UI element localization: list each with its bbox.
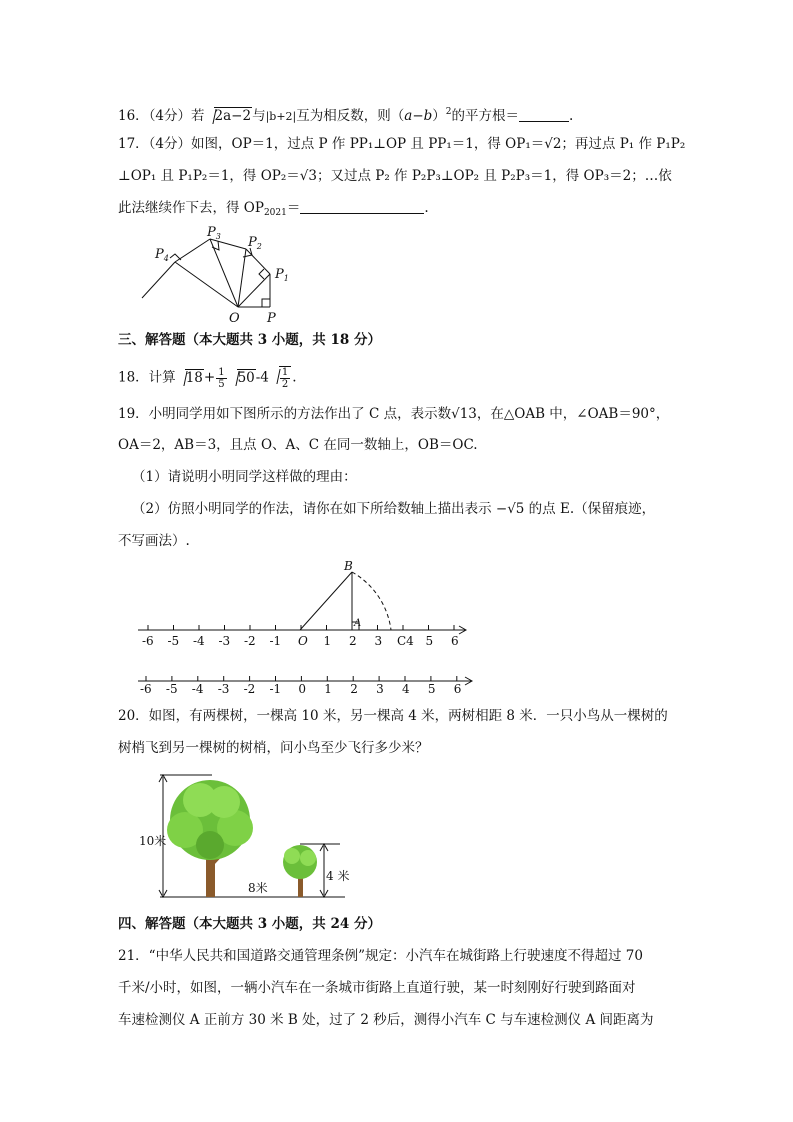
question-21-line-2: 千米/小时，如图，一辆小汽车在一条城市街路上直道行驶，某一时刻刚好行驶到路面对 [118,980,636,996]
axis-2-label: -3 [217,682,230,696]
axis-2-label: -2 [243,682,256,696]
axis-2-label: 0 [298,682,307,696]
section-3-heading: 三、解答题（本大题共 3 小题，共 18 分） [118,332,381,348]
answer-blank[interactable] [519,107,569,122]
axis-2-label: 4 [402,682,410,696]
label-4m: 4 米 [326,869,350,883]
label-p4: $P_4$ [155,247,169,263]
axis-2-label: 5 [427,682,436,696]
label-p1: $P_1$ [275,267,289,283]
question-20-line-1: 20．如图，有两棵树，一棵高 10 米，另一棵高 4 米，两树相距 8 米．一只小鸟从一棵树的 [118,708,668,724]
axis-1-label: O [298,634,308,648]
question-19-line-5: 不写画法）. [118,533,190,549]
axis-1-label: -1 [269,634,282,648]
small-tree-icon [283,845,317,897]
question-19-line-1: 19．小明同学用如下图所示的方法作出了 C 点，表示数√13，在△OAB 中，∠OAB＝90°， [118,406,670,422]
label-10m: 10米 [139,834,167,848]
label-p3: $P_3$ [207,225,221,241]
label-o: O [229,311,240,326]
question-20-line-2: 树梢飞到另一棵树的树梢，问小鸟至少飞行多少米？ [118,740,429,756]
axis-1-label: -4 [193,634,205,648]
big-tree-icon [167,780,253,897]
axis-1-label: C4 [397,634,414,648]
question-16: 16．（4分）若 2a−2与|b+2|互为相反数，则$(a-b)^2$的平方根＝ . [118,107,574,124]
question-19-line-2: OA＝2，AB＝3，且点 O、A、C 在同一数轴上，OB＝OC. [118,437,478,453]
axis-1-label: -3 [218,634,231,648]
axis-1-label: 5 [425,634,434,648]
question-19-part-2: （2）仿照小明同学的作法，请你在如下所给数轴上描出表示 −√5 的点 E.（保留痕迹， [132,501,656,517]
section-4-heading: 四、解答题（本大题共 3 小题，共 24 分） [118,916,381,932]
label-a: A [354,618,362,629]
question-17-line-2: ⊥OP₁ 且 P₁P₂＝1，得 OP₂＝√3；又过点 P₂ 作 P₂P₃⊥OP₂ 且 P₂P₃＝1，得 OP₃＝2；…依 [118,168,672,184]
axis-2-label: -1 [269,682,282,696]
sqrt-expression: 2a−2 [205,106,253,126]
axis-2-label: -4 [191,682,204,696]
label-b: B [344,559,353,573]
label-p: P [267,311,276,326]
question-18: 18．计算 18+ $\frac{1}{5}$ 50-4 $\frac{1}{2}$ . [118,366,297,390]
axis-2-label: 2 [350,682,358,696]
answer-blank[interactable] [300,199,424,214]
question-19-part-1: （1）请说明小明同学这样做的理由： [132,469,357,485]
axis-1-label: 1 [323,634,332,648]
question-17-line-3: 此法继续作下去，得 $OP_{2021}=$ . [118,200,429,218]
axis-1-label: -2 [244,634,256,648]
axis-1-label: 6 [451,634,459,648]
question-21-line-1: 21．“中华人民共和国道路交通管理条例”规定：小汽车在城街路上行驶速度不得超过 70 [118,948,643,964]
axis-2-label: 3 [376,682,384,696]
axis-1-label: 2 [349,634,357,648]
question-21-line-3: 车速检测仪 A 正前方 30 米 B 处，过了 2 秒后，测得小汽车 C 与车速检测仪 A 间距离为 [118,1012,654,1028]
axis-2-label: 1 [324,682,332,696]
axis-1-label: 3 [374,634,383,648]
label-8m: 8米 [248,881,268,895]
axis-2-label: -6 [140,682,152,696]
axis-1-label: -6 [142,634,154,648]
axis-2-label: 6 [453,682,462,696]
axis-1-label: -5 [167,634,180,648]
question-17-line-1: 17．（4分）如图，OP＝1，过点 P 作 PP₁⊥OP 且 PP₁＝1，得 OP₁＝√2；再过点 P₁ 作 P₁P₂ [118,136,686,152]
label-p2: $P_2$ [248,235,262,251]
axis-2-label: -5 [165,682,178,696]
